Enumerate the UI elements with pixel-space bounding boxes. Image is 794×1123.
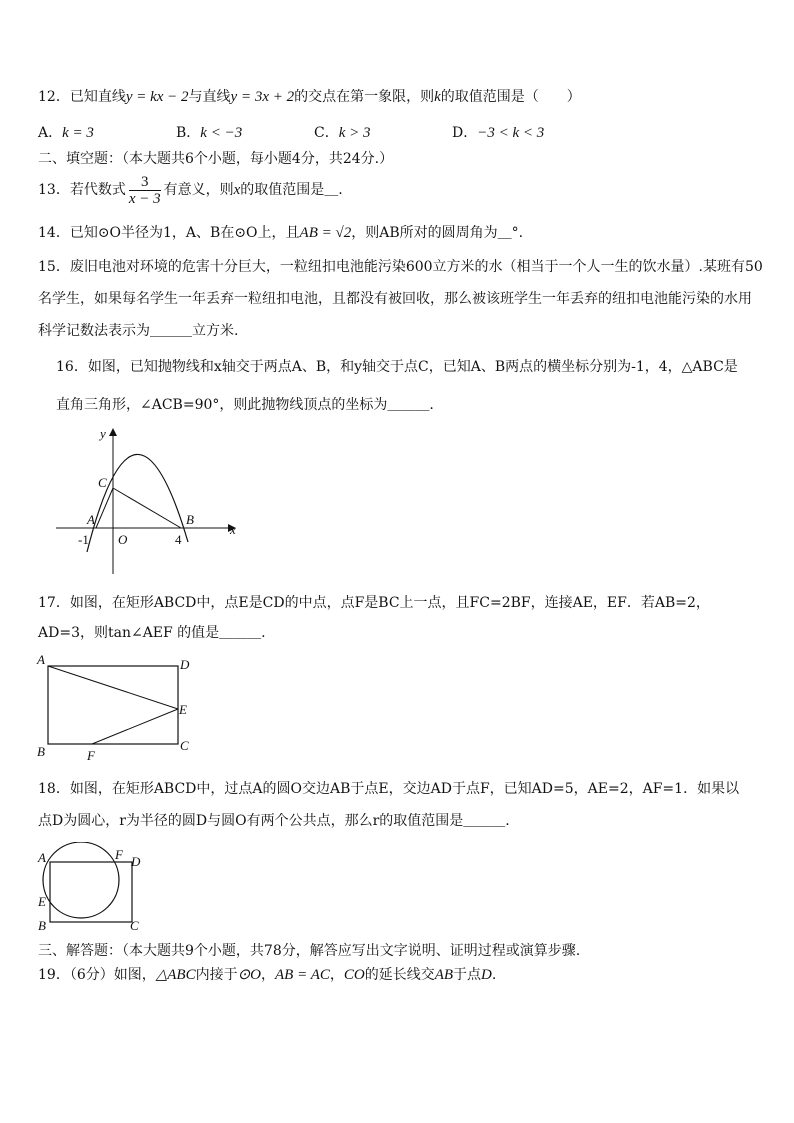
q19-stem [38, 966, 496, 984]
q19-segment-co: CO [343, 967, 365, 983]
q12-tail2: 的取值范围是（ ） [440, 89, 581, 105]
q16-parabola-figure [54, 424, 244, 576]
q19-comma-2: ， [329, 967, 344, 983]
q13-lead: 13．若代数式 [38, 182, 126, 198]
q12-option-a [38, 124, 94, 142]
q19-segment-ab: AB [434, 967, 454, 983]
q12-option-c [314, 124, 371, 142]
label-b: B [38, 918, 46, 933]
option-label: C． [314, 125, 339, 141]
label-d: D [180, 657, 190, 672]
q19-point-d: D [481, 967, 492, 983]
q17-rectangle-figure [34, 652, 199, 766]
tick-label-minus-1: -1 [78, 532, 89, 547]
q18-circle-rectangle-figure [34, 842, 149, 934]
label-a: A [37, 652, 45, 667]
label-b: B [186, 512, 194, 527]
y-axis-arrow [109, 428, 117, 436]
q14-expr: AB = √2 [299, 225, 352, 241]
q13-mid: 有意义，则 [163, 182, 234, 198]
q12-k: k [434, 89, 441, 105]
q16-line-2: 直角三角形，∠ACB=90°，则此抛物线顶点的坐标为＿＿＿. [56, 397, 434, 413]
q19-mid: 内接于 [195, 967, 238, 983]
q12-option-d [452, 124, 544, 142]
label-e: E [179, 702, 187, 717]
q13-fraction [129, 174, 161, 207]
q12-eq2: y = 3x + 2 [230, 89, 295, 105]
parabola-curve [87, 454, 188, 552]
q17-line-1: 17．如图，在矩形ABCD中，点E是CD的中点，点F是BC上一点，且FC=2BF，连接AE，EF．若AB=2， [38, 595, 710, 611]
q18-line-2: 点D为圆心，r为半径的圆D与圆O有两个公共点，那么r的取值范围是＿＿＿. [38, 813, 510, 829]
label-a: A [38, 850, 46, 865]
q13-var: x [233, 182, 241, 198]
segment-ef [92, 709, 178, 744]
q19-triangle: △ABC [155, 967, 196, 983]
option-label: D． [452, 125, 478, 141]
q12-eq1: y = kx − 2 [125, 89, 189, 105]
fraction-numerator: 3 [129, 174, 161, 191]
q19-circle: ⊙O [237, 967, 262, 983]
q15-line-1: 15．废旧电池对环境的危害十分巨大，一粒纽扣电池能污染600立方米的水（相当于一个人一生的饮水量）.某班有50 [38, 259, 763, 275]
segment-ae [48, 666, 178, 709]
label-x: x [230, 522, 236, 537]
option-expr: k > 3 [338, 125, 371, 141]
label-f: F [87, 748, 95, 763]
q19-comma: ， [261, 967, 276, 983]
q14-stem [38, 224, 523, 242]
q12-option-b [176, 124, 242, 142]
label-b: B [37, 744, 45, 759]
tick-label-4: 4 [175, 532, 182, 547]
label-f: F [115, 847, 123, 862]
q13-tail: 的取值范围是＿. [240, 182, 343, 198]
q14-lead: 14．已知⊙O半径为1，A、B在⊙O上，且 [38, 225, 300, 241]
option-label: A． [38, 125, 63, 141]
q15-line-2: 名学生，如果每名学生一年丢弃一粒纽扣电池，且都没有被回收，那么被该班学生一年丢弃的纽扣电池能污染的水用 [38, 291, 752, 307]
label-a: A [87, 512, 95, 527]
label-c: C [130, 918, 139, 933]
q14-tail: ，则AB所对的圆周角为＿°. [351, 225, 524, 241]
option-expr: k < −3 [200, 125, 243, 141]
q15-line-3: 科学记数法表示为＿＿＿立方米. [38, 323, 239, 339]
q12-mid: 与直线 [188, 89, 231, 105]
rectangle-abcd [48, 666, 178, 744]
section-3-heading: 三、解答题：（本大题共9个小题，共78分，解答应写出文字说明、证明过程或演算步骤. [38, 943, 581, 959]
label-c: C [180, 738, 189, 753]
q19-equation: AB = AC [275, 967, 330, 983]
q12-lead: 12．已知直线 [38, 89, 126, 105]
label-y: y [100, 426, 106, 441]
fraction-denominator: x − 3 [128, 190, 161, 207]
q16-line-1: 16．如图，已知抛物线和x轴交于两点A、B，和y轴交于点C，已知A、B两点的横坐标分别为-1，4，△ABC是 [56, 359, 738, 375]
q18-line-1: 18．如图，在矩形ABCD中，过点A的圆O交边AB于点E，交边AD于点F，已知AD=5，AE=2，AF=1．如果以 [38, 781, 740, 797]
q12-tail: 的交点在第一象限，则 [294, 89, 435, 105]
q19-mid-3: 的延长线交 [364, 967, 435, 983]
option-expr: −3 < k < 3 [477, 125, 545, 141]
q19-end: . [491, 967, 497, 983]
q12-stem [38, 88, 581, 106]
label-o: O [118, 532, 128, 547]
circle-o [43, 842, 119, 918]
q19-mid-4: 于点 [453, 967, 482, 983]
section-2-heading: 二、填空题：（本大题共6个小题，每小题4分，共24分.） [38, 151, 394, 167]
option-expr: k = 3 [62, 125, 94, 141]
label-c: C [98, 475, 107, 490]
q19-lead: 19．（6分）如图， [38, 967, 156, 983]
label-d: D [131, 854, 141, 869]
label-e: E [38, 894, 46, 909]
option-label: B． [176, 125, 201, 141]
q13-stem [38, 172, 343, 208]
q17-line-2: AD=3，则tan∠AEF 的值是＿＿＿. [38, 625, 266, 641]
